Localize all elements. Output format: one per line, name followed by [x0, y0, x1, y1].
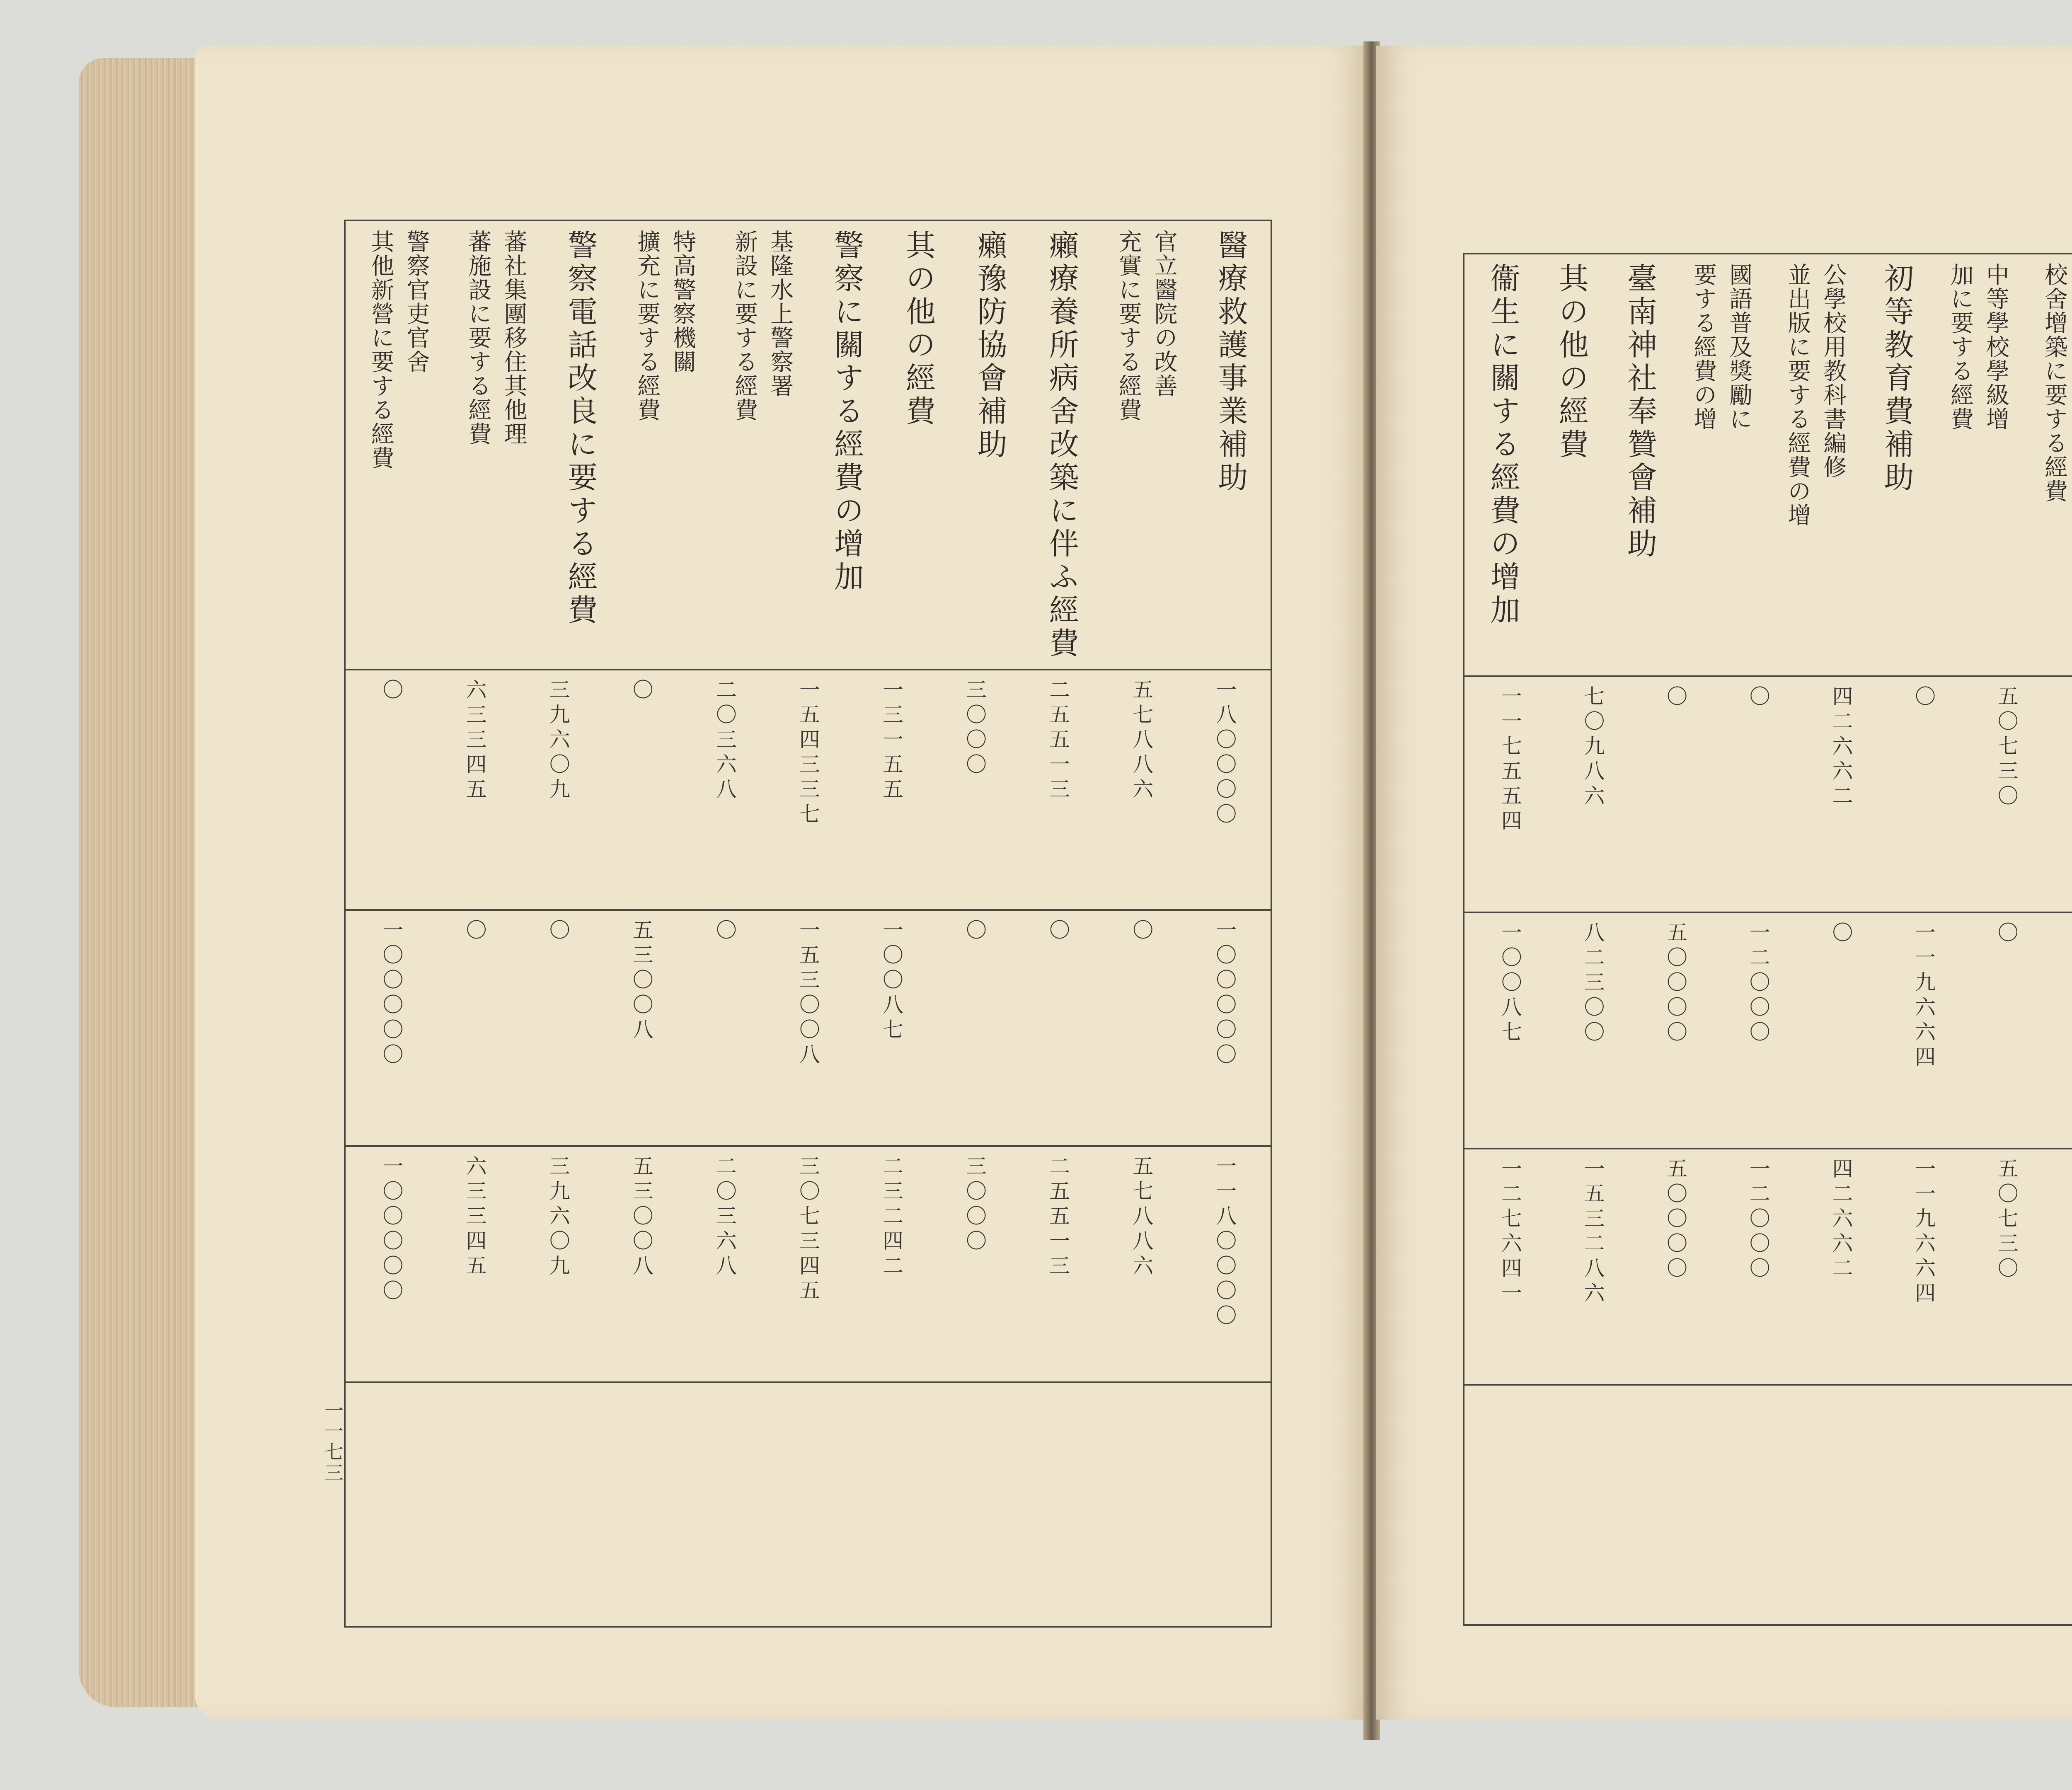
regular-amount: 五七八八六: [1129, 679, 1154, 803]
total-amount: 五三〇〇八: [629, 1155, 654, 1280]
item-name: [1209, 230, 1252, 660]
total-amount: 二五五一三: [1046, 1155, 1070, 1280]
item-name-line: 癩療養所病舍改築に伴ふ經費: [1044, 230, 1079, 660]
regular-amount: 七〇九八六: [1581, 685, 1605, 810]
item-name-line: 癩豫防協會補助: [972, 230, 1007, 462]
left-total-cell: [345, 1146, 1271, 1382]
left-page-edges: [79, 58, 211, 1707]
regular-amount: 二五五一三: [1046, 679, 1070, 803]
item-name-line: 臺南神社奉贊會補助: [1622, 263, 1657, 561]
item-name: [897, 230, 940, 660]
item-name-line: 校舍增築に要する經費: [2041, 263, 2068, 503]
left-temporary-cell: [345, 910, 1271, 1146]
temporary-amount: 〇: [462, 919, 487, 944]
item-name: [1481, 263, 1525, 667]
item-name-line: 特高警察機關: [669, 230, 697, 374]
total-amount: 三〇〇〇: [963, 1155, 987, 1255]
temporary-amount: 〇: [1046, 919, 1070, 944]
temporary-amount: 〇: [1994, 922, 2019, 946]
item-name-line: 初等教育費補助: [1879, 263, 1914, 495]
item-name: [630, 230, 699, 660]
regular-amount: 四二六六二: [1829, 685, 1853, 810]
item-name-line: 其他新營に要する經費: [367, 230, 395, 470]
item-name: [364, 230, 433, 660]
regular-amount: 一三一五五: [879, 679, 903, 803]
item-name: [1112, 230, 1181, 660]
item-name-line: 擴充に要する經費: [634, 230, 661, 422]
left-item-cell: [345, 220, 1271, 670]
item-name-line: 新設に要する經費: [731, 230, 758, 422]
right-temporary-cell: [1464, 912, 2072, 1149]
total-amount: 五〇〇〇〇: [1663, 1158, 1688, 1282]
item-name-line: 要する經費の增: [1690, 263, 1717, 431]
regular-amount: 〇: [629, 679, 654, 704]
item-name-line: 官立醫院の改善: [1150, 230, 1178, 398]
page-number-left: 一一七三: [322, 1401, 344, 1483]
right-total-cell: [1464, 1149, 2072, 1385]
temporary-amount: 一〇〇〇〇〇: [379, 919, 404, 1068]
regular-amount: 〇: [379, 679, 404, 704]
item-name-line: 國語普及獎勵に: [1726, 263, 1753, 431]
item-name: [1550, 263, 1593, 667]
regular-amount: 六三三四五: [462, 679, 487, 803]
item-name-line: 中等學校學級增: [1982, 263, 2009, 431]
temporary-amount: 一〇〇〇〇〇: [1213, 919, 1237, 1068]
temporary-amount: 一二〇〇〇: [1746, 922, 1770, 1046]
regular-amount: 一八〇〇〇〇: [1213, 679, 1237, 828]
temporary-amount: 〇: [1829, 922, 1853, 946]
right-regular-cell: [1464, 676, 2072, 912]
right-item-cell: [1464, 254, 2072, 676]
regular-amount: 〇: [1663, 685, 1688, 710]
total-amount: 六三三四五: [462, 1155, 487, 1280]
total-amount: 三〇七三四五: [796, 1155, 820, 1304]
item-name: [1040, 230, 1083, 660]
right-remarks-cell: [1464, 1385, 2072, 1625]
item-name-line: 充實に要する經費: [1115, 230, 1142, 422]
item-name-line: 其の他の經費: [900, 230, 936, 428]
temporary-amount: 一〇〇八七: [879, 919, 903, 1043]
temporary-amount: 〇: [1129, 919, 1154, 944]
item-name: [1687, 263, 1755, 667]
total-amount: 二三二四二: [879, 1155, 903, 1280]
regular-amount: 五〇七三〇: [1994, 685, 2019, 810]
temporary-amount: 五〇〇〇〇: [1663, 922, 1688, 1046]
total-amount: 五七八八六: [1129, 1155, 1154, 1280]
total-amount: 四二六六二: [1829, 1158, 1853, 1282]
regular-amount: 三〇〇〇: [963, 679, 987, 778]
right-page: [1376, 46, 2072, 1720]
item-name-line: 醫療救護事業補助: [1213, 230, 1248, 495]
item-name-line: 加に要する經費: [1946, 263, 1974, 431]
regular-amount: 一五四三三七: [796, 679, 820, 828]
regular-amount: 〇: [1912, 685, 1936, 710]
item-name-line: 基隆水上警察署: [767, 230, 794, 398]
left-expense-table: [344, 220, 1272, 1628]
temporary-amount: 五三〇〇八: [629, 919, 654, 1043]
temporary-amount: 〇: [712, 919, 737, 944]
item-name: [1781, 263, 1849, 667]
item-name-line: 其の他の經費: [1554, 263, 1589, 462]
item-name-line: 警察官吏官舍: [403, 230, 430, 374]
item-name: [1875, 263, 1918, 667]
regular-amount: 二〇三六八: [712, 679, 737, 803]
item-name-line: 蕃社集團移住其他理: [500, 230, 528, 446]
total-amount: 一二〇〇〇: [1746, 1158, 1770, 1282]
regular-amount: 三九六〇九: [546, 679, 570, 803]
temporary-amount: 〇: [963, 919, 987, 944]
temporary-amount: 一〇〇八七: [1498, 922, 1522, 1046]
regular-amount: 〇: [1746, 685, 1770, 710]
total-amount: 一二七六四一: [1498, 1158, 1522, 1307]
temporary-amount: 一一九六六四: [1912, 922, 1936, 1071]
left-page: [195, 46, 1368, 1720]
total-amount: 一五三二八六: [1581, 1158, 1605, 1307]
total-amount: 三九六〇九: [546, 1155, 570, 1280]
left-regular-cell: [345, 670, 1271, 910]
temporary-amount: 八二三〇〇: [1581, 922, 1605, 1046]
item-name: [2038, 263, 2072, 667]
total-amount: 二〇三六八: [712, 1155, 737, 1280]
total-amount: 一〇〇〇〇〇: [379, 1155, 404, 1304]
item-name: [728, 230, 796, 660]
open-book: [79, 41, 2072, 1740]
temporary-amount: 一五三〇〇八: [796, 919, 820, 1068]
regular-amount: 一一七五五四: [1498, 685, 1522, 835]
total-amount: 五〇七三〇: [1994, 1158, 2019, 1282]
item-name-line: 衞生に關する經費の增加: [1485, 263, 1520, 627]
item-name: [461, 230, 530, 660]
right-expense-table: [1463, 253, 2072, 1626]
item-name: [559, 230, 602, 660]
item-name: [968, 230, 1012, 660]
total-amount: 一一九六六四: [1912, 1158, 1936, 1307]
total-amount: 一一八〇〇〇〇: [1213, 1155, 1237, 1329]
left-remarks-cell: [345, 1382, 1271, 1627]
item-name: [1618, 263, 1661, 667]
item-name-line: 並出版に要する經費の增: [1784, 263, 1811, 527]
item-name-line: 警察電話改良に要する經費: [563, 230, 598, 627]
item-name-line: 警察に關する經費の增加: [829, 230, 864, 594]
item-name-line: 公學校用教科書編修: [1820, 263, 1847, 479]
item-name: [825, 230, 868, 660]
temporary-amount: 〇: [546, 919, 570, 944]
item-name-line: 蕃施設に要する經費: [465, 230, 492, 446]
item-name: [1944, 263, 2012, 667]
